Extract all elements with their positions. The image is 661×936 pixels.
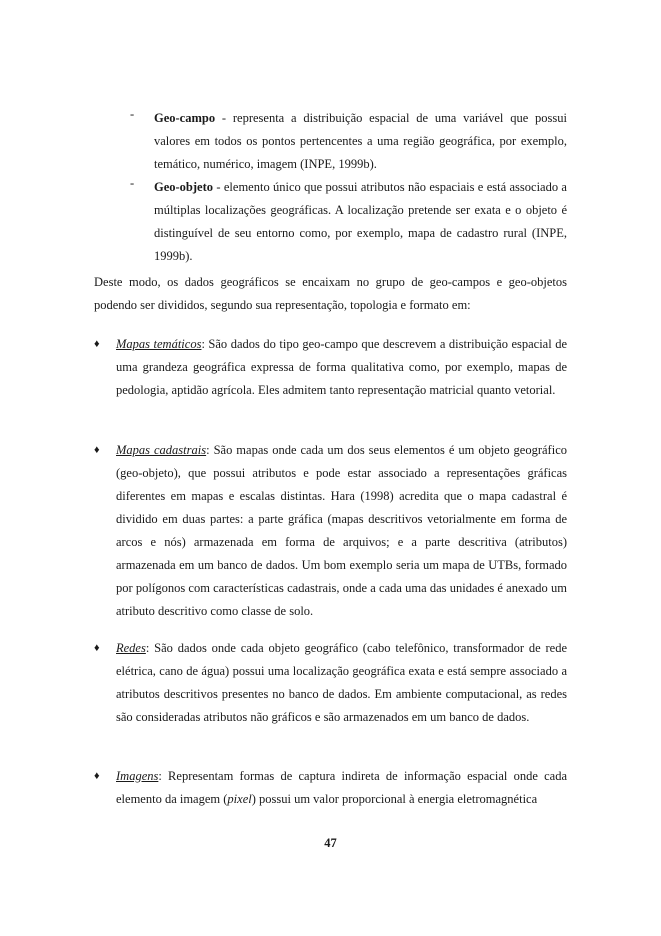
bullet-item-term: Redes — [116, 641, 146, 655]
bullet-item-italic-word: pixel — [227, 792, 252, 806]
intro-paragraph: Deste modo, os dados geográficos se encaixam no grupo de geo-campos e geo-objetos podendo ser divididos, segundo sua representação, topologia e formato em: — [94, 275, 567, 312]
diamond-bullet-icon: ♦ — [94, 770, 100, 782]
bullet-item-term: Mapas cadastrais — [116, 443, 207, 457]
bullet-list-item — [94, 333, 567, 402]
bullet-item-text — [116, 765, 567, 811]
dash-item-body: - representa a distribuição espacial de uma variável que possui valores em todos os pontos pertencentes a uma região geográfica, por exemplo, temático, numérico, imagem (INPE, 1999b). — [154, 111, 567, 171]
dash-item-term: Geo-objeto — [154, 180, 214, 194]
dash-list-item — [130, 107, 567, 176]
bullet-item-body-start: : Representam formas de captura indireta de informação espacial onde cada elemento da imagem ( — [116, 769, 567, 806]
diamond-bullet-icon: ♦ — [94, 444, 100, 456]
bullet-item-body-end: ) possui um valor proporcional à energia eletromagnética — [251, 792, 538, 806]
bullet-item-body: : São dados do tipo geo-campo que descrevem a distribuição espacial de uma grandeza geográfica expressa de forma qualitativa como, por exemplo, mapas de pedologia, aptidão agrícola. Eles admitem tanto representação matricial quanto vetorial. — [116, 337, 568, 397]
dash-item-text — [154, 107, 567, 176]
dash-list-item — [130, 176, 567, 268]
bullet-item-text — [116, 333, 567, 402]
page-number: 47 — [324, 836, 337, 850]
dash-item-term: Geo-campo — [154, 111, 216, 125]
diamond-bullet-icon: ♦ — [94, 338, 100, 350]
dash-marker: - — [130, 176, 135, 190]
bullet-item-term: Mapas temáticos — [116, 337, 202, 351]
bullet-list-item — [94, 765, 567, 811]
bullet-item-body: : São mapas onde cada um dos seus elementos é um objeto geográfico (geo-objeto), que possui atributos e pode estar associado a representações gráficas diferentes em mapas e escalas distintas. Hara (1998) acredita que o mapa cadastral é dividido em duas partes: a parte gráfica (mapas descritivos vetorialmente em forma de arcos e nós) armazenada em forma de arquivos; e a parte descritiva (atributos) armazenada em um banco de dados. Um bom exemplo seria um mapa de UTBs, formado por polígonos com características cadastrais, onde a cada uma das unidades é anexado um atributo descritivo como classe de solo. — [116, 443, 567, 618]
bullet-list-item — [94, 439, 567, 623]
bullet-item-body: : São dados onde cada objeto geográfico (cabo telefônico, transformador de rede elétrica, cano de água) possui uma localização geográfica exata e está sempre associado a atributos descritivos presentes no banco de dados. Em ambiente computacional, as redes são consideradas atributos não gráficos e são armazenados em um banco de dados. — [116, 641, 567, 724]
bullet-item-text — [116, 637, 567, 729]
dash-item-body: - elemento único que possui atributos não espaciais e está associado a múltiplas localizações geográficas. A localização pretende ser exata e o objeto é distinguível de seu entorno como, por exemplo, mapa de cadastro rural (INPE, 1999b). — [154, 180, 567, 263]
dash-marker: - — [130, 107, 135, 121]
dash-item-text — [154, 176, 567, 268]
diamond-bullet-icon: ♦ — [94, 642, 100, 654]
bullet-list-item — [94, 637, 567, 729]
bullet-item-text — [116, 439, 567, 623]
bullet-item-term: Imagens — [116, 769, 159, 783]
